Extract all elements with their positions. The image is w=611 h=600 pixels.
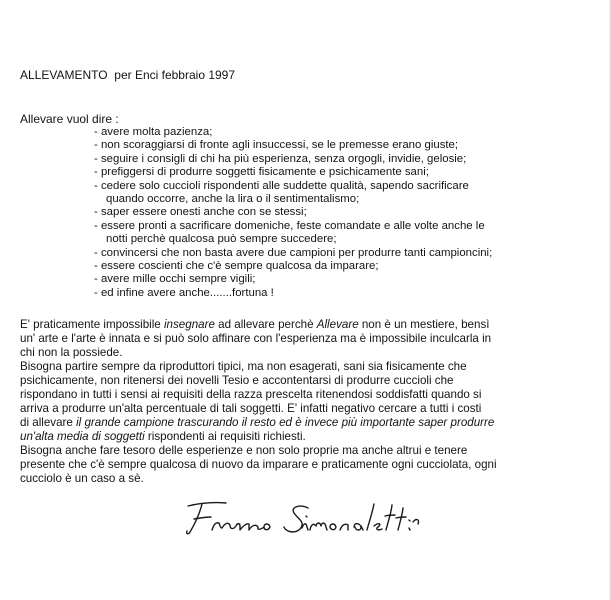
- italic-text: un'alta media di soggetti: [20, 429, 145, 443]
- list-item-continuation: quando occorre, anche la lira o il sentimentalismo;: [106, 193, 360, 206]
- paragraph-line: arriva a produrre un'alta percentuale di tali soggetti. E' infatti negativo cercare a tutti i costi: [20, 401, 482, 415]
- italic-text: il grande campione trascurando il resto ed è invece più importante saper produrre: [76, 415, 495, 429]
- list-item: - seguire i consigli di chi ha più esperienza, senza orgogli, invidie, gelosie;: [94, 152, 467, 165]
- paragraph-line: [20, 430, 540, 444]
- paragraph-line: rispondano in tutti i sensi ai requisiti della razza prescelta ritenendosi soddisfatti quando si: [20, 387, 482, 401]
- italic-text: insegnare: [163, 318, 215, 331]
- list-item: - saper essere onesti anche con se stessi;: [94, 206, 307, 219]
- text-run: rispondenti ai requisiti richiesti.: [144, 429, 306, 443]
- document-title: [20, 68, 235, 82]
- paragraph-line: cucciolo è un caso a sè.: [20, 471, 144, 485]
- paragraph-experience: [20, 444, 540, 486]
- list-item: - avere mille occhi sempre vigili;: [94, 273, 256, 286]
- title-main: ALLEVAMENTO: [20, 68, 108, 82]
- list-item: - prefiggersi di produrre soggetti fisicamente e psichicamente sani;: [94, 166, 429, 179]
- intro-line: Allevare vuol dire :: [20, 112, 119, 126]
- text-run: di allevare: [20, 415, 77, 429]
- text-run: E' praticamente impossibile: [20, 318, 164, 331]
- list-item-continuation: notti perchè qualcosa può sempre succedere;: [106, 233, 337, 246]
- handwritten-signature-icon: [180, 492, 520, 538]
- paragraph-line: psichicamente, non ritenersi dei novelli Tesio e accontentarsi di produrre cuccioli che: [20, 373, 454, 387]
- list-item: - ed infine avere anche.......fortuna !: [94, 286, 274, 299]
- paragraph-line: un' arte e l'arte è innata e si può solo affinare con l'esperienza ma è impossibile inculcarla in: [20, 331, 492, 345]
- list-item: - convincersi che non basta avere due campioni per produrre tanti campioncini;: [94, 246, 493, 259]
- paragraph-line: Bisogna partire sempre da riproduttori tipici, ma non esagerati, sani sia fisicamente che: [20, 360, 467, 373]
- list-item: - non scoraggiarsi di fronte agli insuccessi, se le premesse erano giuste;: [94, 139, 459, 152]
- italic-text: Allevare: [316, 318, 359, 331]
- list-item: - essere pronti a sacrificare domeniche, feste comandate e alle volte anche le: [94, 219, 485, 232]
- text-run: non è un mestiere, bensì: [358, 318, 490, 331]
- list-item: - avere molta pazienza;: [94, 126, 213, 138]
- requirements-list: [94, 126, 492, 300]
- text-run: ad allevare perchè: [214, 318, 317, 331]
- paragraph-line: presente che c'è sempre qualcosa di nuovo da imparare e praticamente ogni cucciolata, ogni: [20, 457, 497, 471]
- title-subtitle: per Enci febbraio 1997: [114, 68, 236, 82]
- paragraph-art-of-breeding: [20, 318, 540, 360]
- paragraph-line: [20, 416, 540, 430]
- paragraph-line: chi non la possiede.: [20, 345, 123, 359]
- paragraph-breeding-advice: [20, 360, 540, 443]
- list-item: - essere coscienti che c'è sempre qualcosa da imparare;: [94, 260, 379, 273]
- paragraph-line: [20, 318, 540, 332]
- list-item: - cedere solo cuccioli rispondenti alle suddette qualità, sapendo sacrificare: [94, 179, 469, 192]
- paragraph-line: Bisogna anche fare tesoro delle esperienze e non solo proprie ma anche altrui e tenere: [20, 444, 468, 457]
